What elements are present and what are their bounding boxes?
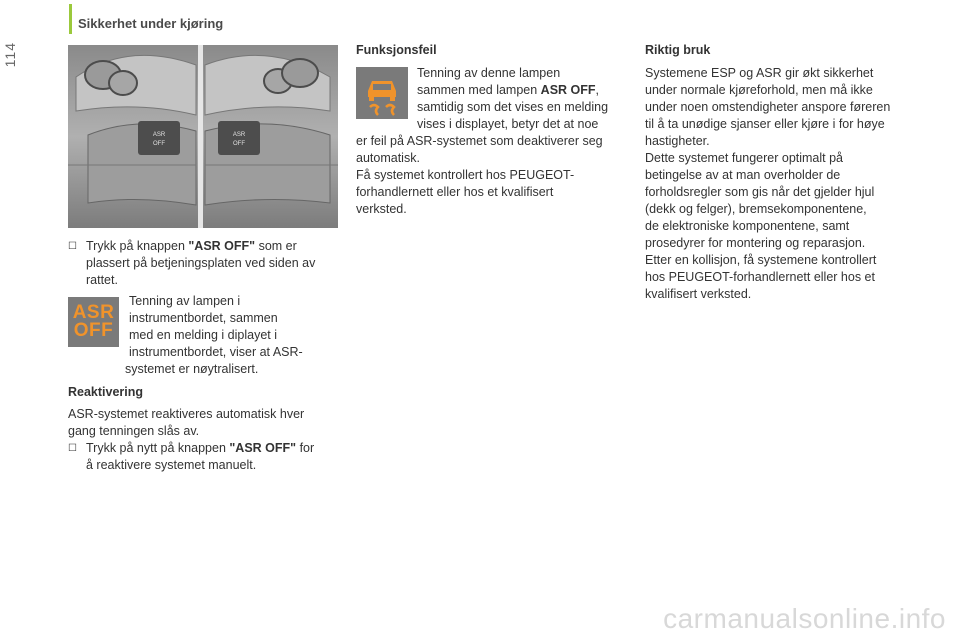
- bullet1-pre: Trykk på knappen: [86, 239, 189, 253]
- section-title: Sikkerhet under kjøring: [78, 16, 224, 31]
- asr-icon-line2: OFF: [73, 320, 114, 341]
- bullet-marker-icon: ☐: [68, 443, 77, 454]
- correct-use-line-1: Systemene ESP og ASR gir økt sikkerhet: [645, 66, 874, 80]
- correct-use-line-5: hastigheter.: [645, 134, 710, 148]
- icon-text-last-line: systemet er nøytralisert.: [125, 362, 259, 376]
- asr-icon-line1: ASR: [72, 302, 115, 323]
- header-accent-bar: [69, 4, 72, 34]
- bullet1-line-2: rattet.: [86, 273, 118, 287]
- bullet-marker-icon: ☐: [68, 241, 77, 252]
- fault-body-line-2: automatisk.: [356, 151, 420, 165]
- fault-heading: Funksjonsfeil: [356, 43, 437, 57]
- fault-body-line-4: forhandlernett eller hos et kvalifisert: [356, 185, 554, 199]
- reactivation-text: [68, 406, 348, 440]
- fault-body-line-3: Få systemet kontrollert hos PEUGEOT-: [356, 168, 575, 182]
- bullet2-bold: "ASR OFF": [229, 441, 297, 455]
- correct-use-line-8: forholdsregler som gis når det gjelder hjul: [645, 185, 875, 199]
- page-number: 114: [2, 42, 18, 68]
- correct-use-line-4: til å ta unødige sjanser eller kjøre i for høye: [645, 117, 885, 131]
- photo-label-off-left: OFF: [153, 141, 165, 147]
- correct-use-line-2: under normale kjøreforhold, men må ikke: [645, 83, 873, 97]
- bullet2-line: å reaktivere systemet manuelt.: [86, 458, 257, 472]
- icon-text-line-1: Tenning av lampen i: [129, 294, 241, 308]
- correct-use-body: [645, 65, 925, 303]
- fault-body-line-5: verksted.: [356, 202, 407, 216]
- bullet-reactivate-manually: [68, 440, 348, 474]
- correct-use-line-7: betingelse av at man overholder de: [645, 168, 841, 182]
- reactivation-line-2: gang tenningen slås av.: [68, 424, 200, 438]
- fault-intro-line-1: Tenning av denne lampen: [417, 66, 561, 80]
- correct-use-line-14: kvalifisert verksted.: [645, 287, 752, 301]
- fault-body-line-1: er feil på ASR-systemet som deaktiverer seg: [356, 134, 603, 148]
- bullet1-line-1: plassert på betjeningsplaten ved siden av: [86, 256, 316, 270]
- photo-label-asr-right: ASR: [232, 132, 246, 138]
- icon-text-line-2: instrumentbordet, sammen: [129, 311, 278, 325]
- correct-use-line-11: prosedyrer for montering og reparasjon.: [645, 236, 866, 250]
- icon-text-line-3: med en melding i diplayet i: [129, 328, 277, 342]
- fault-intro-line-2-pre: sammen med lampen: [417, 83, 541, 97]
- fault-intro-line-2-bold: ASR OFF: [540, 83, 596, 97]
- bullet1-post: som er: [255, 239, 297, 253]
- correct-use-line-6: Dette systemet fungerer optimalt på: [645, 151, 844, 165]
- fault-body: [356, 133, 636, 218]
- skid-warning-icon: [356, 67, 408, 119]
- correct-use-line-10: de elektroniske komponentene, samt: [645, 219, 850, 233]
- icon-text-line-4: instrumentbordet, viser at ASR-: [129, 345, 303, 359]
- photo-label-off-right: OFF: [233, 141, 245, 147]
- correct-use-line-12: Etter en kollisjon, få systemene kontrollert: [645, 253, 877, 267]
- correct-use-line-9: (dekk og felger), bremsekomponentene,: [645, 202, 867, 216]
- photo-label-asr-left: ASR: [152, 132, 166, 138]
- asr-lamp-description: [129, 293, 339, 361]
- watermark: carmanualsonline.info: [663, 603, 946, 634]
- correct-use-line-3: under noen omstendigheter anspore føreren: [645, 100, 891, 114]
- reactivation-heading: Reaktivering: [68, 385, 144, 399]
- bullet2-post: for: [296, 441, 315, 455]
- bullet2-pre: Trykk på nytt på knappen: [86, 441, 230, 455]
- reactivation-line-1: ASR-systemet reaktiveres automatisk hver: [68, 407, 305, 421]
- fault-intro-line-4: vises i displayet, betyr det at noe: [417, 117, 599, 131]
- fault-intro: [417, 65, 632, 133]
- fault-intro-line-2-post: ,: [595, 83, 600, 97]
- correct-use-heading: Riktig bruk: [645, 43, 711, 57]
- asr-button-photo: [68, 45, 338, 228]
- asr-off-warning-icon: [68, 297, 119, 347]
- bullet-press-asr-off: [68, 238, 348, 289]
- correct-use-line-13: hos PEUGEOT-forhandlernett eller hos et: [645, 270, 875, 284]
- fault-intro-line-3: samtidig som det vises en melding: [417, 100, 609, 114]
- bullet1-bold: "ASR OFF": [188, 239, 256, 253]
